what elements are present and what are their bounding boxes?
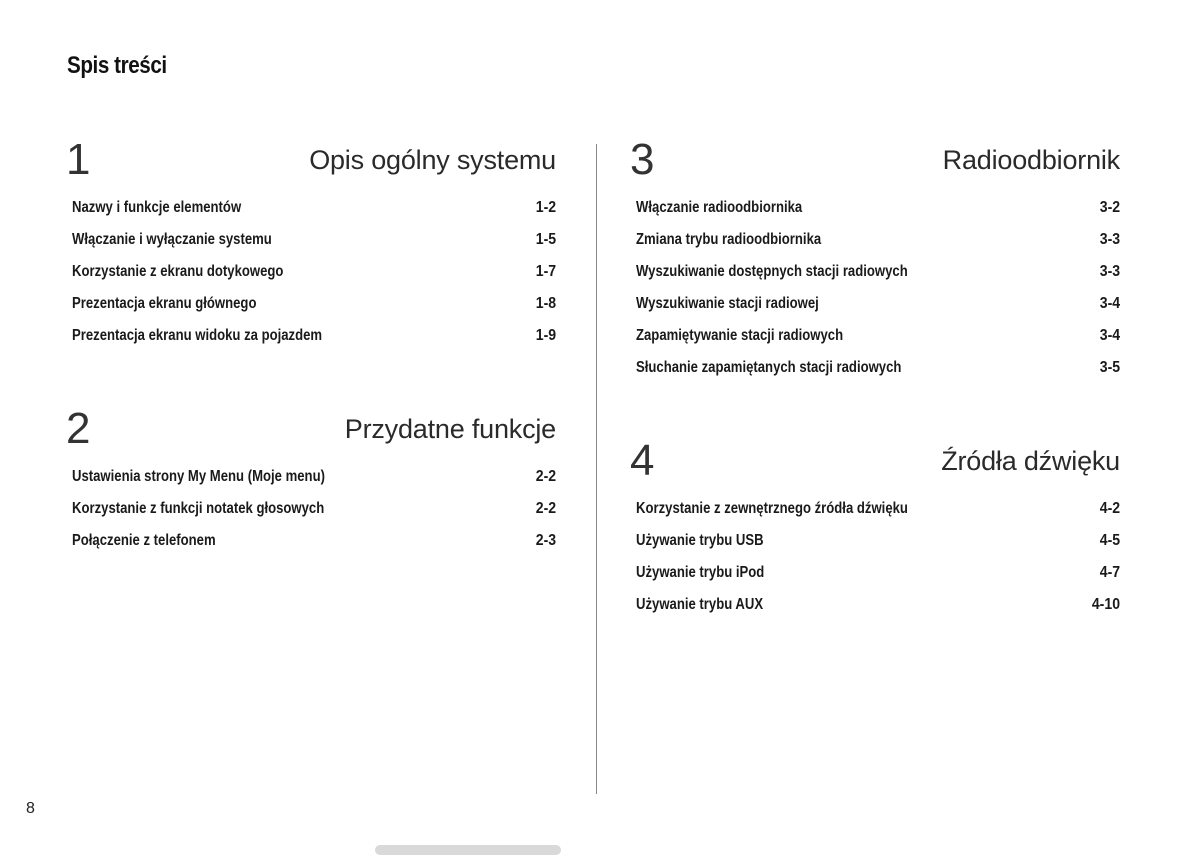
toc-entry-label: Korzystanie z ekranu dotykowego xyxy=(72,263,284,280)
section-3 xyxy=(630,136,1120,384)
toc-entry[interactable] xyxy=(630,525,1120,557)
section-header xyxy=(630,437,1120,493)
toc-entry-label: Korzystanie z zewnętrznego źródła dźwięku xyxy=(636,500,908,517)
toc-entry-page: 2-3 xyxy=(535,532,556,549)
toc-entry[interactable] xyxy=(66,461,556,493)
toc-entry-label: Korzystanie z funkcji notatek głosowych xyxy=(72,500,325,517)
toc-entry-page: 3-2 xyxy=(1099,199,1120,216)
toc-entry[interactable] xyxy=(66,493,556,525)
section-1 xyxy=(66,136,556,352)
toc-entry[interactable] xyxy=(66,256,556,288)
toc-entry[interactable] xyxy=(630,256,1120,288)
toc-entry-label: Włączanie i wyłączanie systemu xyxy=(72,231,272,248)
toc-entry-page: 4-2 xyxy=(1099,500,1120,517)
toc-entry-label: Wyszukiwanie dostępnych stacji radiowych xyxy=(636,263,908,280)
section-number: 3 xyxy=(630,135,655,184)
bottom-tab-bar xyxy=(375,845,561,855)
toc-entry-label: Nazwy i funkcje elementów xyxy=(72,199,242,216)
toc-entry[interactable] xyxy=(630,192,1120,224)
toc-entry-label: Połączenie z telefonem xyxy=(72,532,216,549)
section-4 xyxy=(630,437,1120,621)
toc-entry-label: Słuchanie zapamiętanych stacji radiowych xyxy=(636,359,902,376)
toc-entry-label: Włączanie radioodbiornika xyxy=(636,199,803,216)
section-number: 1 xyxy=(66,135,91,184)
section-title: Przydatne funkcje xyxy=(344,414,556,444)
toc-entry-page: 1-8 xyxy=(535,295,556,312)
section-header xyxy=(66,136,556,192)
toc-entry-page: 4-7 xyxy=(1099,564,1120,581)
toc-entry[interactable] xyxy=(66,525,556,557)
toc-entry[interactable] xyxy=(66,320,556,352)
toc-list xyxy=(66,192,556,352)
toc-entry[interactable] xyxy=(66,224,556,256)
toc-entry[interactable] xyxy=(630,493,1120,525)
toc-entry[interactable] xyxy=(630,557,1120,589)
section-title: Radioodbiornik xyxy=(942,145,1120,175)
toc-entry-label: Wyszukiwanie stacji radiowej xyxy=(636,295,819,312)
toc-entry-label: Prezentacja ekranu głównego xyxy=(72,295,257,312)
toc-entry[interactable] xyxy=(66,192,556,224)
section-title: Opis ogólny systemu xyxy=(309,145,556,175)
toc-entry-page: 3-4 xyxy=(1099,295,1120,312)
toc-list xyxy=(66,461,556,557)
section-header xyxy=(630,136,1120,192)
toc-entry-label: Zapamiętywanie stacji radiowych xyxy=(636,327,844,344)
section-2 xyxy=(66,405,556,557)
toc-entry[interactable] xyxy=(66,288,556,320)
column-divider xyxy=(596,144,597,794)
toc-entry[interactable] xyxy=(630,589,1120,621)
toc-entry-label: Prezentacja ekranu widoku za pojazdem xyxy=(72,327,323,344)
toc-list xyxy=(630,192,1120,384)
toc-entry[interactable] xyxy=(630,320,1120,352)
toc-entry-page: 1-7 xyxy=(535,263,556,280)
toc-entry-page: 3-3 xyxy=(1099,263,1120,280)
toc-list xyxy=(630,493,1120,621)
toc-entry-label: Używanie trybu iPod xyxy=(636,564,765,581)
toc-entry[interactable] xyxy=(630,352,1120,384)
toc-entry-page: 1-5 xyxy=(535,231,556,248)
page-number: 8 xyxy=(26,800,35,817)
section-title: Źródła dźwięku xyxy=(941,446,1120,476)
toc-entry-page: 1-2 xyxy=(535,199,556,216)
toc-entry-page: 3-5 xyxy=(1099,359,1120,376)
toc-entry-page: 1-9 xyxy=(535,327,556,344)
page-title: Spis treści xyxy=(67,52,167,79)
section-number: 2 xyxy=(66,404,91,453)
toc-entry-label: Ustawienia strony My Menu (Moje menu) xyxy=(72,468,325,485)
toc-entry-page: 4-10 xyxy=(1091,596,1120,613)
toc-entry-page: 3-4 xyxy=(1099,327,1120,344)
toc-entry-page: 3-3 xyxy=(1099,231,1120,248)
toc-entry-label: Zmiana trybu radioodbiornika xyxy=(636,231,822,248)
section-header xyxy=(66,405,556,461)
toc-entry-label: Używanie trybu USB xyxy=(636,532,764,549)
toc-entry-label: Używanie trybu AUX xyxy=(636,596,764,613)
toc-entry-page: 4-5 xyxy=(1099,532,1120,549)
section-number: 4 xyxy=(630,436,655,485)
toc-entry-page: 2-2 xyxy=(535,500,556,517)
toc-entry[interactable] xyxy=(630,224,1120,256)
toc-entry[interactable] xyxy=(630,288,1120,320)
toc-entry-page: 2-2 xyxy=(535,468,556,485)
